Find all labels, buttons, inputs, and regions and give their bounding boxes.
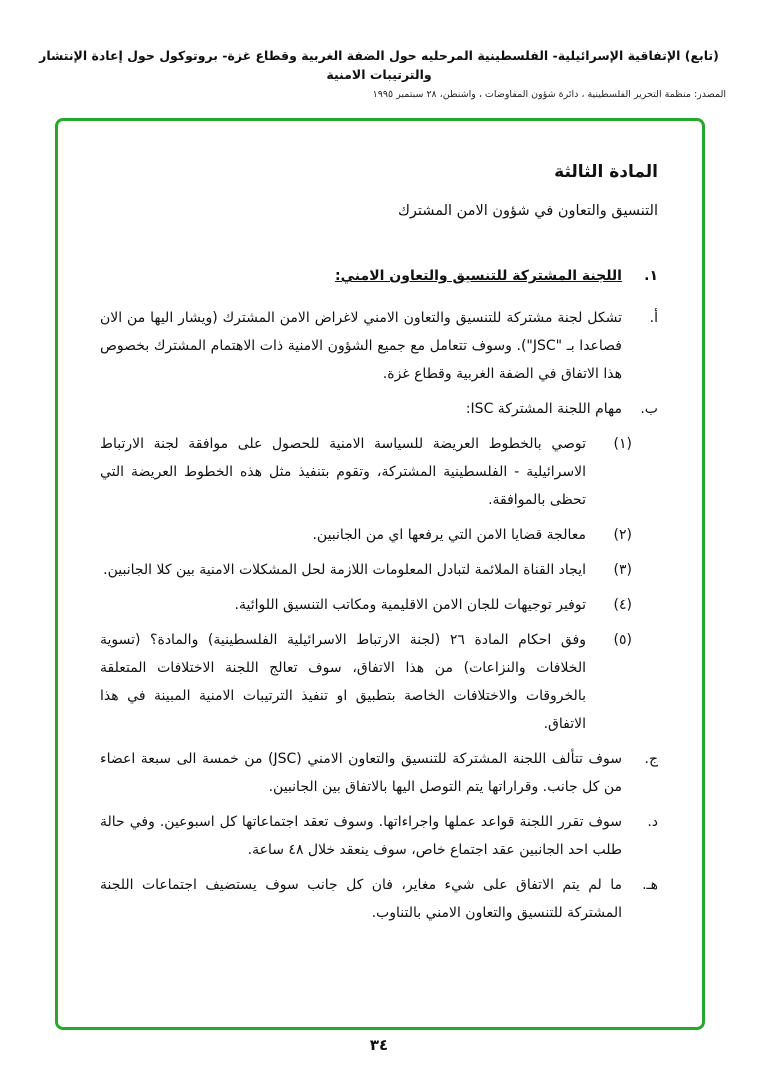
- clause-b-label: ب.: [640, 401, 658, 417]
- article-subtitle: التنسيق والتعاون في شؤون الامن المشترك: [397, 203, 658, 219]
- clause-a: [100, 304, 658, 388]
- subclause-5-text: وفق احكام المادة ٢٦ (لجنة الارتباط الاسرائيلية الفلسطينية) والمادة؟ (تسوية الخلافات والنزاعات) من هذا الاتفاق، سوف تعالج اللجنة الاختلافات المتعلقة بالخروقات والاختلافات الخاصة بتطبيق او تنفيذ الترتيبات الامنية المبينة في هذا الاتفاق.: [100, 632, 586, 732]
- document-source-line: المصدر: منظمة التحرير الفلسطينية ، دائرة شؤون المفاوضات ، واشنطن، ٢٨ سبتمبر ١٩٩٥: [372, 88, 726, 100]
- subclause-2-text: معالجة قضايا الامن التي يرفعها اي من الجانبين.: [312, 527, 586, 543]
- subclause-list: [100, 430, 658, 738]
- subclause-1: [100, 430, 632, 514]
- clause-b: [100, 395, 658, 423]
- subclause-1-text: توصي بالخطوط العريضة للسياسة الامنية للحصول على موافقة لجنة الارتباط الاسرائيلية - الفلسطينية المشتركة، وتقوم بتنفيذ مثل هذه الخطوط العريضة التي تحظى بالموافقة.: [100, 436, 586, 508]
- subclause-4: [100, 591, 632, 619]
- subclause-5: [100, 626, 632, 738]
- subclause-4-label: (٤): [613, 597, 632, 613]
- subclause-3: [100, 556, 632, 584]
- subclause-3-text: ايجاد القناة الملائمة لتبادل المعلومات اللازمة لحل المشكلات الامنية بين كلا الجانبين.: [103, 562, 586, 578]
- clause-e-text: ما لم يتم الاتفاق على شيء مغاير، فان كل جانب سوف يستضيف اجتماعات اللجنة المشتركة للتنسيق والتعاون الامني بالتناوب.: [100, 877, 622, 921]
- clause-c-label: ج.: [644, 751, 658, 767]
- article-title: المادة الثالثة: [554, 162, 658, 182]
- clause-e-label: هـ.: [642, 877, 658, 893]
- document-header: [0, 0, 758, 100]
- subclause-3-label: (٣): [613, 562, 632, 578]
- clause-a-label: أ.: [649, 310, 658, 326]
- subclause-5-label: (٥): [613, 632, 632, 648]
- clause-c: [100, 745, 658, 801]
- clause-e: [100, 871, 658, 927]
- document-header-title: (تابع) الإتفاقية الإسرائيلية- الفلسطينية المرحليه حول الضفة الغربية وقطاع غزة- بروتوكول حول إعادة الإنتشار والترتيبات الامنية: [39, 48, 719, 83]
- clause-d-label: د.: [647, 814, 658, 830]
- subclause-1-label: (١): [613, 436, 632, 452]
- clause-c-text: سوف تتألف اللجنة المشتركة للتنسيق والتعاون الامني (JSC) من خمسة الى سبعة اعضاء من كل جانب. وقراراتها يتم التوصل اليها بالاتفاق بين الجانبين.: [100, 751, 623, 795]
- subclause-2: [100, 521, 632, 549]
- clause-a-text: تشكل لجنة مشتركة للتنسيق والتعاون الامني لاغراض الامن المشترك (ويشار اليها من الان فصاعدا بـ "JSC"). وسوف تتعامل مع جميع الشؤون الامنية ذات الاهتمام المشترك بخصوص هذا الاتفاق في الضفة الغربية وقطاع غزة.: [100, 310, 622, 382]
- section-number: ١.: [644, 268, 658, 284]
- subclause-4-text: توفير توجيهات للجان الامن الاقليمية ومكاتب التنسيق اللوائية.: [234, 597, 586, 613]
- clause-b-text: مهام اللجنة المشتركة ISC:: [465, 401, 622, 417]
- section-title: اللجنة المشتركة للتنسيق والتعاون الامني:: [335, 268, 622, 284]
- green-frame: [55, 118, 705, 1030]
- section-heading: [100, 262, 658, 290]
- article-body: [58, 121, 702, 927]
- page-number: ٣٤: [369, 1036, 389, 1054]
- clause-d: [100, 808, 658, 864]
- clause-d-text: سوف تقرر اللجنة قواعد عملها واجراءاتها. وسوف تعقد اجتماعاتها كل اسبوعين. وفي حالة طلب احد الجانبين عقد اجتماع خاص، سوف ينعقد خلال ٤٨ ساعة.: [100, 814, 622, 858]
- subclause-2-label: (٢): [613, 527, 632, 543]
